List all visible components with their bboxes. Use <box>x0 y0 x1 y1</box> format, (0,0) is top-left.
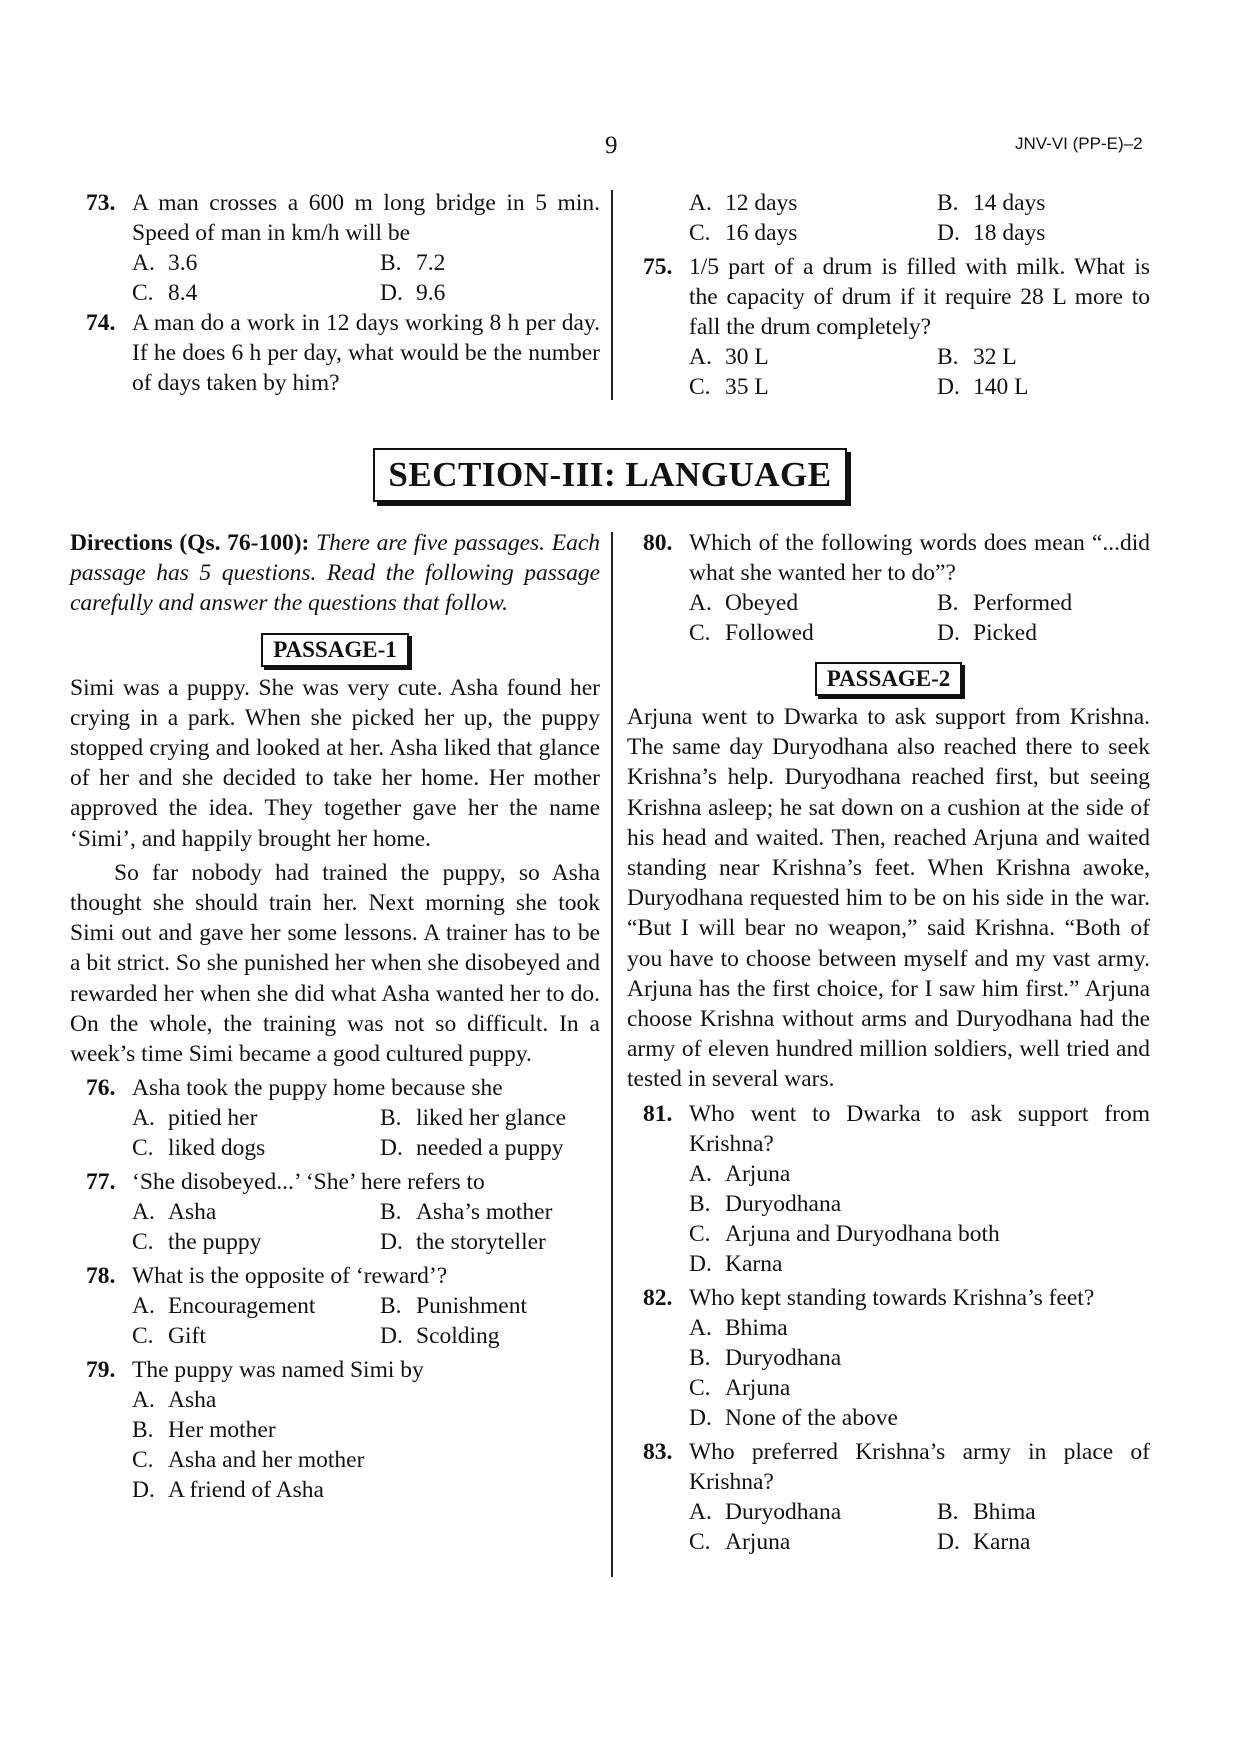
option-b: B. liked her glance <box>380 1105 567 1132</box>
question-80 <box>627 528 1150 648</box>
passage-1-title: PASSAGE-1 <box>261 633 409 667</box>
question-74 <box>70 308 600 398</box>
option-a: A. 12 days <box>689 190 798 216</box>
question-74-options <box>627 188 1150 248</box>
directions-text: There are five passages. Each passage has 5 questions. Read the following passage carefully and answer the questions that follow. <box>70 530 600 617</box>
option-b: B. 7.2 <box>380 250 446 276</box>
page-number: 9 <box>605 132 618 159</box>
passage-2-heading <box>627 662 1150 696</box>
question-text: 1/5 part of a drum is filled with milk. What is the capacity of drum if it require 28 L more to fall the drum completely? <box>689 254 1150 340</box>
option-a: A. Encouragement <box>132 1293 316 1320</box>
passage-1-paragraph-2: So far nobody had trained the puppy, so Asha thought she should train her. Next morning she took Simi out and gave her some lessons. A trainer has to be a bit strict. So she punished her when she disobeyed and rewarded her when she did what Asha wanted her to do. On the whole, the training was not so difficult. In a week’s time Simi became a good cultured puppy. <box>70 859 600 1068</box>
options <box>132 1291 600 1351</box>
question-text: Who went to Dwarka to ask support from Krishna? <box>689 1100 1150 1157</box>
question-number: 79. <box>86 1357 116 1384</box>
question-text: The puppy was named Simi by <box>132 1357 424 1384</box>
question-81 <box>627 1099 1150 1279</box>
option-b: B. Punishment <box>380 1293 527 1320</box>
options <box>132 1103 600 1163</box>
options <box>689 1313 1150 1433</box>
option-d: D. Karna <box>689 1250 783 1277</box>
options <box>132 1197 600 1257</box>
option-d: D. 18 days <box>937 220 1046 246</box>
option-a: A. Obeyed <box>689 590 799 616</box>
option-d: D. None of the above <box>689 1404 898 1431</box>
question-number: 83. <box>643 1438 673 1465</box>
option-a: A. Arjuna <box>689 1160 791 1187</box>
option-a: A. Duryodhana <box>689 1498 842 1525</box>
option-c: C. Asha and her mother <box>132 1447 365 1474</box>
section-title: SECTION-III: LANGUAGE <box>373 448 847 502</box>
question-number: 74. <box>86 310 116 336</box>
bottom-left-column <box>70 528 600 1505</box>
question-number: 81. <box>643 1100 673 1127</box>
option-b: B. Bhima <box>937 1498 1036 1525</box>
options <box>132 1385 600 1505</box>
option-b: B. Performed <box>937 590 1073 616</box>
option-d: D. A friend of Asha <box>132 1477 324 1504</box>
passage-2-title: PASSAGE-2 <box>815 662 963 696</box>
option-c: C. Arjuna <box>689 1374 791 1401</box>
option-d: D. the storyteller <box>380 1229 546 1256</box>
question-73 <box>70 188 600 308</box>
options <box>132 248 600 308</box>
option-c: C. 16 days <box>689 220 798 246</box>
passage-1-heading <box>70 633 600 667</box>
option-d: D. needed a puppy <box>380 1135 564 1162</box>
option-a: A. Asha <box>132 1199 217 1226</box>
question-number: 75. <box>643 254 673 280</box>
option-a: A. 3.6 <box>132 250 198 276</box>
option-a: A. Asha <box>132 1387 217 1414</box>
option-b: B. Her mother <box>132 1417 276 1444</box>
option-c: C. Arjuna and Duryodhana both <box>689 1220 1000 1247</box>
passage-1-paragraph-1: Simi was a puppy. She was very cute. Asha found her crying in a park. When she picked her up, the puppy stopped crying and looked at her. Asha liked that glance of her and she decided to take her home. Her mother approved the idea. They together gave her the name ‘Simi’, and happily brought her home. <box>70 674 600 852</box>
top-right-column <box>627 188 1150 402</box>
option-b: B. 32 L <box>937 344 1017 370</box>
directions <box>70 528 600 619</box>
option-c: C. the puppy <box>132 1229 262 1256</box>
option-d: D. Scolding <box>380 1323 500 1350</box>
option-c: C. 8.4 <box>132 280 198 306</box>
option-a: A. 30 L <box>689 344 769 370</box>
question-text: Who preferred Krishna’s army in place of Krishna? <box>689 1438 1150 1495</box>
option-b: B. Duryodhana <box>689 1344 842 1371</box>
question-text: Which of the following words does mean “...did what she wanted her to do”? <box>689 530 1150 586</box>
bottom-column-divider <box>611 532 613 1577</box>
question-83 <box>627 1437 1150 1557</box>
option-c: C. liked dogs <box>132 1135 266 1162</box>
option-d: D. Picked <box>937 620 1037 646</box>
option-c: C. Followed <box>689 620 814 646</box>
options <box>689 588 1150 648</box>
question-number: 77. <box>86 1169 116 1196</box>
question-text: ‘She disobeyed...’ ‘She’ here refers to <box>132 1169 485 1196</box>
question-79 <box>70 1355 600 1505</box>
option-d: D. 140 L <box>937 374 1029 400</box>
top-left-column <box>70 188 600 398</box>
question-text: Asha took the puppy home because she <box>132 1075 503 1102</box>
option-c: C. 35 L <box>689 374 769 400</box>
question-82 <box>627 1283 1150 1433</box>
question-number: 78. <box>86 1263 116 1290</box>
option-b: B. 14 days <box>937 190 1046 216</box>
question-text: What is the opposite of ‘reward’? <box>132 1263 448 1290</box>
question-78 <box>70 1261 600 1351</box>
option-c: C. Gift <box>132 1323 206 1350</box>
option-a: A. Bhima <box>689 1314 788 1341</box>
option-d: D. Karna <box>937 1528 1031 1555</box>
options <box>689 1497 1150 1557</box>
options <box>689 188 1150 248</box>
question-number: 82. <box>643 1284 673 1311</box>
question-77 <box>70 1167 600 1257</box>
question-76 <box>70 1073 600 1163</box>
option-b: B. Duryodhana <box>689 1190 842 1217</box>
top-column-divider <box>611 190 613 400</box>
option-d: D. 9.6 <box>380 280 446 306</box>
passage-2-text: Arjuna went to Dwarka to ask support from Krishna. The same day Duryodhana also reached there to seek Krishna’s help. Duryodhana reached first, but seeing Krishna asleep; he sat down on a cushion at the side of his head and waited. Then, reached Arjuna and waited standing near Krishna’s feet. When Krishna awoke, Duryodhana requested him to be on his side in the war. “But I will bear no weapon,” said Krishna. “Both of you have to choose between myself and my vast army. Arjuna has the first choice, for I saw him first.” Arjuna choose Krishna without arms and Duryodhana had the army of eleven hundred million soldiers, well tried and tested in several wars. <box>627 704 1150 1093</box>
option-a: A. pitied her <box>132 1105 258 1132</box>
paper-code: JNV-VI (PP-E)–2 <box>1015 134 1143 153</box>
option-b: B. Asha’s mother <box>380 1199 553 1226</box>
options <box>689 342 1150 402</box>
question-number: 73. <box>86 190 116 216</box>
question-number: 80. <box>643 530 673 556</box>
question-text: A man crosses a 600 m long bridge in 5 min. Speed of man in km/h will be <box>132 190 600 246</box>
question-number: 76. <box>86 1075 116 1102</box>
options <box>689 1159 1150 1279</box>
directions-label: Directions (Qs. 76-100): <box>70 530 310 556</box>
question-text: A man do a work in 12 days working 8 h per day. If he does 6 h per day, what would be the number of days taken by him? <box>132 310 600 396</box>
question-75 <box>627 252 1150 402</box>
bottom-right-column <box>627 528 1150 1557</box>
option-c: C. Arjuna <box>689 1528 791 1555</box>
question-text: Who kept standing towards Krishna’s feet? <box>689 1284 1095 1311</box>
